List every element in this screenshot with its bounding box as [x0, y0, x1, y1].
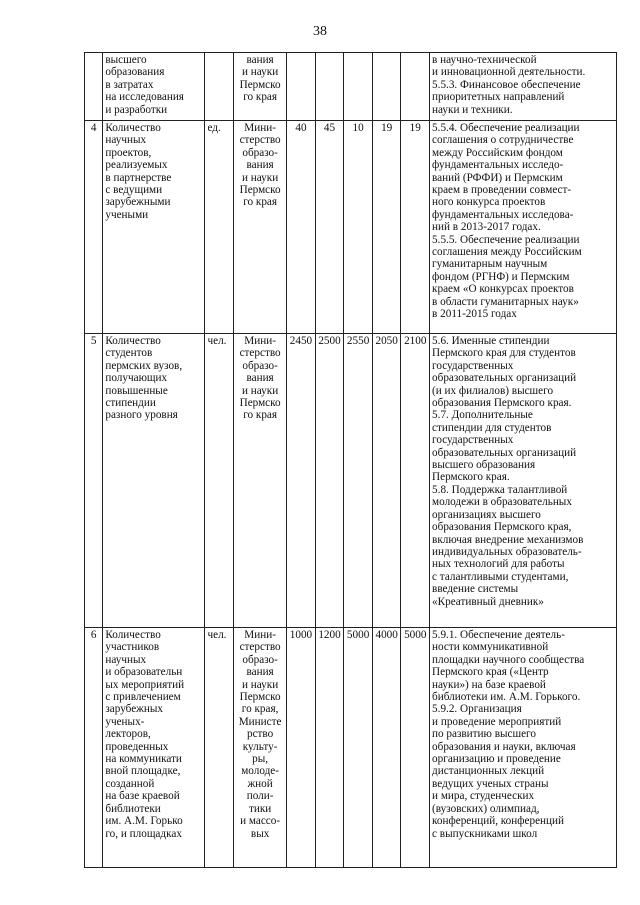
indicator-value: 5000 [401, 628, 430, 868]
measure-item [432, 629, 614, 703]
unit-of-measure: ед. [205, 121, 234, 334]
text-line: государственных [432, 359, 514, 372]
text-line: с ведущими [105, 184, 163, 197]
indicator-value: 2550 [344, 334, 373, 628]
text-line: Пермско [239, 691, 281, 704]
text-line: вной площадке, [105, 765, 181, 778]
text-line: проведенных [105, 740, 169, 753]
text-line: по развитию высшего [432, 728, 536, 741]
text-line: фундаментальных исследо- [432, 159, 564, 172]
text-line: ры, [252, 753, 269, 766]
indicator-value: 10 [344, 121, 373, 334]
text-line: Пермско [239, 184, 281, 197]
text-line: и массо- [240, 815, 281, 828]
text-line: гуманитарным научным [432, 258, 548, 271]
text-line: Пермского края. [432, 471, 510, 484]
indicator-value: 19 [401, 121, 430, 334]
text-line: ных технологий для работы [432, 558, 565, 571]
text-line: участников [105, 641, 160, 654]
text-line: созданной [105, 777, 155, 790]
text-line: пермских вузов, [105, 359, 183, 372]
text-line: лекторов, [105, 728, 151, 741]
text-line: проектов, [105, 146, 152, 159]
text-line: с талантливыми студентами, [432, 570, 569, 583]
text-line: (и их филиалов) высшего [432, 384, 554, 397]
text-line: в области гуманитарных наук» [432, 295, 579, 308]
text-line: образо- [242, 146, 278, 159]
text-line: и проведение мероприятий [432, 715, 562, 728]
text-line: ности коммуникативной [432, 641, 549, 654]
text-line: Мини- [244, 335, 276, 347]
text-line: библиотеки [105, 802, 161, 815]
text-line: соглашения между Российским [432, 246, 582, 259]
indicator-name [103, 121, 205, 334]
responsible-body [234, 53, 287, 121]
text-line: научных [105, 653, 147, 666]
text-line: стипендии [105, 397, 156, 410]
text-line: в партнерстве [105, 171, 172, 184]
responsible-body [234, 628, 287, 868]
text-line: на коммуникати [105, 753, 182, 766]
text-line: организациях высшего [432, 508, 541, 521]
text-line: «Креативный дневник» [432, 595, 544, 608]
indicators-table [84, 52, 617, 868]
text-line: краем в проведении совмест- [432, 184, 572, 197]
text-line: науки») на базе краевой [432, 678, 546, 691]
text-line: зарубежных [105, 703, 163, 716]
text-line: го края, [241, 703, 279, 716]
text-line: вания [246, 54, 274, 66]
indicator-value [372, 53, 401, 121]
row-number: 6 [85, 628, 103, 868]
indicator-value: 2050 [372, 334, 401, 628]
text-line: площадки научного сообщества [432, 653, 585, 666]
text-line: государственных [432, 434, 514, 447]
text-line: введение системы [432, 583, 519, 596]
text-line: стерство [239, 347, 281, 360]
text-line: 5.7. Дополнительные [432, 409, 533, 422]
responsible-body [234, 334, 287, 628]
measures-cell [430, 334, 617, 628]
text-line: соглашения о сотрудничестве [432, 134, 574, 147]
text-line: ведущих ученых страны [432, 777, 549, 790]
text-line: образования [105, 66, 165, 79]
text-line: образования и науки, включая [432, 740, 576, 753]
text-line: Пермского края («Центр [432, 666, 549, 679]
text-line: вания [246, 666, 274, 679]
measure-item [432, 234, 614, 321]
text-line: студентов [105, 347, 153, 360]
text-line: учеными [105, 208, 149, 221]
text-line: и образовательн [105, 666, 183, 679]
measure-item [432, 703, 614, 839]
text-line: реализуемых [105, 159, 168, 172]
text-line: дистанционных лекций [432, 765, 545, 778]
measure-item [432, 335, 614, 409]
indicator-value: 40 [287, 121, 316, 334]
text-line: 5.9.2. Организация [432, 703, 522, 716]
indicator-name [103, 334, 205, 628]
measures-cell [430, 628, 617, 868]
indicator-value [344, 53, 373, 121]
text-line: вания [246, 372, 274, 385]
text-line: Мини- [244, 629, 276, 641]
text-line: образо- [242, 653, 278, 666]
text-line: научных [105, 134, 147, 147]
text-line: (вузовских) олимпиад, [432, 802, 540, 815]
measure-item [432, 79, 614, 116]
indicator-name [103, 53, 205, 121]
text-line: вых [250, 827, 270, 840]
text-line: с привлечением [105, 691, 181, 704]
text-line: и мира, студенческих [432, 790, 535, 803]
text-line: фундаментальных исследова- [432, 208, 574, 221]
text-line: конференций, конференций [432, 815, 564, 828]
text-line: тики [248, 802, 272, 815]
text-line: библиотеки им. А.М. Горького. [432, 691, 581, 704]
text-line: им. А.М. Горько [105, 815, 183, 828]
text-line: стипендии для студентов [432, 421, 552, 434]
text-line: 5.5.3. Финансовое обеспечение [432, 78, 581, 91]
text-line: и науки [242, 384, 279, 397]
text-line: поли- [246, 790, 274, 803]
text-line: образования Пермского края. [432, 397, 572, 410]
indicator-name [103, 628, 205, 868]
text-line: 5.5.5. Обеспечение реализации [432, 233, 580, 246]
text-line: го края [243, 409, 278, 422]
indicator-value: 19 [372, 121, 401, 334]
indicator-value: 2450 [287, 334, 316, 628]
text-line: и науки [242, 171, 279, 184]
unit-of-measure [205, 53, 234, 121]
text-line: в 2011-2015 годах [432, 308, 517, 321]
text-line: го края [243, 196, 278, 209]
text-line: образо- [242, 359, 278, 372]
measures-cell [430, 53, 617, 121]
text-line: образовательных организаций [432, 372, 577, 385]
text-line: на базе краевой [105, 790, 180, 803]
row-number [85, 53, 103, 121]
text-line: культу- [242, 740, 278, 753]
text-line: фондом (РГНФ) и Пермским [432, 270, 570, 283]
text-line: получающих [105, 372, 168, 385]
unit-of-measure: чел. [205, 334, 234, 628]
measures-cell [430, 121, 617, 334]
text-line: 5.5.4. Обеспечение реализации [432, 122, 580, 134]
text-line: и инновационной деятельности. [432, 66, 586, 79]
table-row [85, 628, 617, 868]
indicator-value: 1200 [315, 628, 344, 868]
text-line: краем «О конкурсах проектов [432, 283, 574, 296]
text-line: высшего [105, 54, 147, 66]
text-line: Мини- [244, 122, 276, 134]
table-row [85, 121, 617, 334]
text-line: жной [247, 777, 273, 790]
indicator-value: 2100 [401, 334, 430, 628]
text-line: в затратах [105, 78, 154, 91]
text-line: вания [246, 159, 274, 172]
row-number: 4 [85, 121, 103, 334]
text-line: и разработки [105, 103, 168, 116]
text-line: высшего образования [432, 459, 536, 472]
indicator-value: 1000 [287, 628, 316, 868]
measure-item [432, 122, 614, 234]
text-line: индивидуальных образователь- [432, 545, 582, 558]
indicator-value [315, 53, 344, 121]
row-number: 5 [85, 334, 103, 628]
text-line: го края [243, 91, 278, 104]
text-line: ученых- [105, 715, 145, 728]
text-line: Количество [105, 335, 161, 347]
text-line: ваний (РФФИ) и Пермским [432, 171, 563, 184]
text-line: зарубежными [105, 196, 171, 209]
text-line: и науки [242, 66, 279, 79]
text-line: 5.6. Именные стипендии [432, 335, 550, 347]
text-line: в научно-технической [432, 54, 537, 66]
text-line: приоритетных направлений [432, 91, 565, 104]
text-line: стерство [239, 134, 281, 147]
text-line: Количество [105, 122, 161, 134]
text-line: образования Пермского края, [432, 521, 572, 534]
text-line: Пермского края для студентов [432, 347, 576, 360]
text-line: стерство [239, 641, 281, 654]
text-line: с выпускниками школ [432, 827, 538, 840]
text-line: 5.9.1. Обеспечение деятель- [432, 629, 565, 641]
responsible-body [234, 121, 287, 334]
text-line: рство [246, 728, 274, 741]
text-line: науки и техники. [432, 103, 513, 116]
unit-of-measure: чел. [205, 628, 234, 868]
indicator-value [287, 53, 316, 121]
table-row [85, 53, 617, 121]
text-line: ых мероприятий [105, 678, 185, 691]
indicator-value: 45 [315, 121, 344, 334]
measure-item [432, 484, 614, 608]
text-line: и науки [242, 678, 279, 691]
text-line: включая внедрение механизмов [432, 533, 584, 546]
text-line: ного конкурса проектов [432, 196, 546, 209]
text-line: 5.8. Поддержка талантливой [432, 483, 568, 496]
text-line: образовательных организаций [432, 446, 577, 459]
page-number: 38 [313, 24, 327, 39]
table-row [85, 334, 617, 628]
text-line: между Российским фондом [432, 146, 563, 159]
measure-item [432, 409, 614, 483]
text-line: Пермско [239, 397, 281, 410]
text-line: молодежи в образовательных [432, 496, 572, 509]
text-line: Министе [238, 715, 282, 728]
text-line: повышенные [105, 384, 168, 397]
text-line: на исследования [105, 91, 184, 104]
indicator-value: 2500 [315, 334, 344, 628]
text-line: Количество [105, 629, 161, 641]
indicator-value: 5000 [344, 628, 373, 868]
indicator-value: 4000 [372, 628, 401, 868]
text-line: ний в 2013-2017 годах. [432, 221, 541, 234]
measure-item [432, 54, 614, 79]
text-line: Пермско [239, 78, 281, 91]
text-line: молоде- [241, 765, 279, 778]
text-line: организацию и проведение [432, 753, 561, 766]
text-line: го, и площадках [105, 827, 182, 840]
indicator-value [401, 53, 430, 121]
text-line: разного уровня [105, 409, 178, 422]
